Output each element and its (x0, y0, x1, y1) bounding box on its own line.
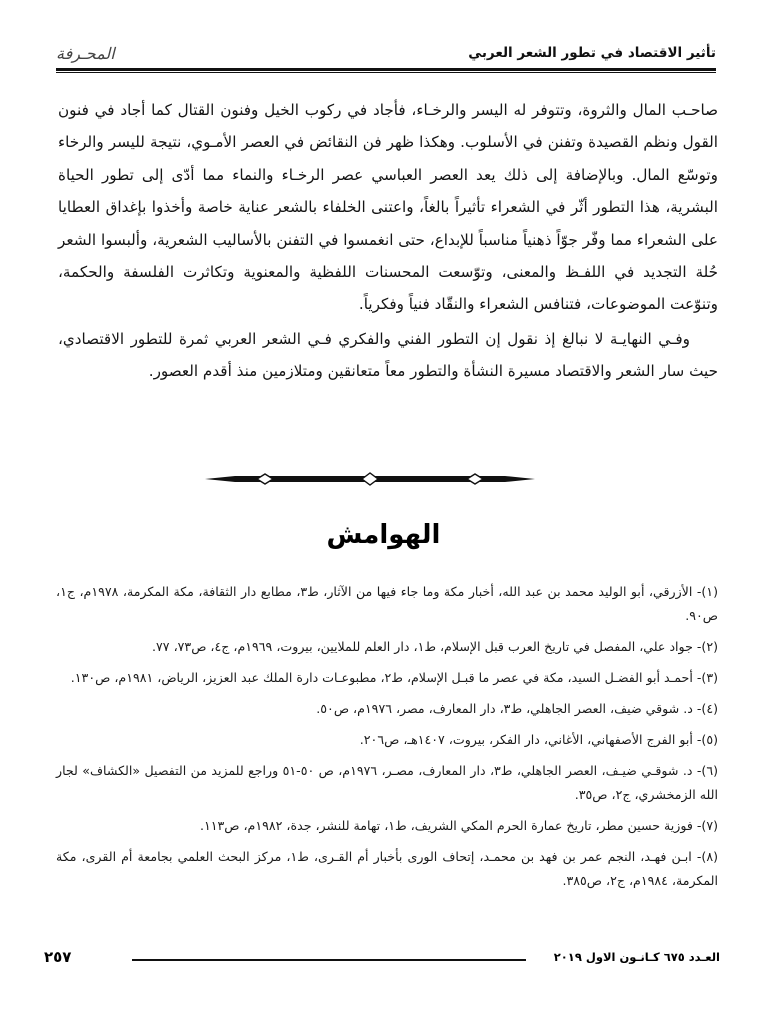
footnote-item: (٨)- ابـن فهـد، النجم عمر بن فهد بن محمـد، إتحاف الورى بأخبار أم القـرى، ط١، مركز البحث العلمي بجامعة أم القرى، مكة المكرمة، ١٩٨٤م، ج٢، ص٣٨٥. (56, 849, 718, 888)
header-rule-thin (56, 72, 716, 73)
footnote-item: (٣)- أحمـد أبو الفضـل السيد، مكة في عصر ما قبـل الإسلام، ط٢، مطبوعـات دارة الملك عبد العزيز، الرياض، ١٩٨١م، ص١٣٠. (70, 670, 718, 685)
magazine-logo: المحـرفة (56, 43, 115, 63)
footnote-item: (١)- الأزرقي، أبو الوليد محمد بن عبد الله، أخبار مكة وما جاء فيها من الآثار، ط٣، مطابع دار الثقافة، مكة المكرمة، ١٩٧٨م، ج١، ص٩٠. (56, 584, 718, 623)
footnote-item: (٦)- د. شوقـي ضيـف، العصر الجاهلي، ط٣، دار المعارف، مصـر، ١٩٧٦م، ص ٥٠-٥١ وراجع للمزيد من التفصيل «الكشاف» لجار الله الزمخشري، ج٢، ص٣٥. (56, 763, 718, 802)
article-title: تأثير الاقتصاد في تطور الشعر العربي (468, 45, 716, 61)
body-paragraph-2: وفـي النهايـة لا نبالغ إذ نقول إن التطور الفني والفكري فـي الشعر العربي ثمرة للتطور الاقتصادي، حيث سار الشعر والاقتصاد مسيرة النشأة والتطور معاً متعانقين ومتلازمين منذ أقدم العصور. (58, 329, 718, 381)
issue-info: العـدد ٦٧٥ كـانـون الاول ٢٠١٩ (553, 950, 720, 964)
footer-rule (132, 959, 526, 961)
article-body (58, 94, 718, 388)
footnote-item: (٥)- أبو الفرج الأصفهاني، الأغاني، دار الفكر، بيروت، ١٤٠٧هـ، ص٢٠٦. (359, 732, 718, 747)
footnote-item: (٧)- فوزية حسين مطر، تاريخ عمارة الحرم المكي الشريف، ط١، تهامة للنشر، جدة، ١٩٨٢م، ص١١٣. (199, 818, 718, 833)
page-number: ٢٥٧ (44, 948, 72, 966)
running-header (56, 40, 716, 66)
footnotes-title: الهوامش (326, 520, 441, 550)
ornament-divider-icon (205, 470, 535, 488)
footnotes-list (56, 580, 718, 900)
footnote-item: (٤)- د. شوقي ضيف، العصر الجاهلي، ط٣، دار المعارف، مصر، ١٩٧٦م، ص٥٠. (316, 701, 718, 716)
header-rule (56, 68, 716, 71)
body-paragraph-1: صاحـب المال والثروة، وتتوفر له اليسر والرخـاء، فأجاد في ركوب الخيل وفنون القتال كما أجاد في فنون القول ونظم القصيدة وتفنن في الأسلوب. وهكذا ظهر فن النقائض في العصر الأمـوي، نتيجة لليسر والرخاء وتوسّع المال. وبالإضافة إلى ذلك يعد العصر العباسي عصر الرخـاء والنماء مما أدّى إلى تطور الحياة البشرية، هذا التطور أثّر في الشعراء تأثيراً بالغاً، واعتنى الخلفاء بالشعر عناية خاصة وأخذوا بإغداق العطايا على الشعراء مما وفّر جوّاً ذهنياً مناسباً للإبداع، حتى انغمسوا في التفنن بالأساليب الشعرية، وألبسوا الشعر حُلة التجديد في اللفـظ والمعنى، وتوّسعت المحسنات اللفظية والمعنوية وتكاثرت الفلسفة والحكمة، وتنوّعت الموضوعات، فتنافس الشعراء والنقّاد فنياً وفكرياً. (58, 101, 718, 314)
footnote-item: (٢)- جواد علي، المفصل في تاريخ العرب قبل الإسلام، ط١، دار العلم للملايين، بيروت، ١٩٦٩م، ج٤، ص٧٣، ٧٧. (152, 639, 718, 654)
